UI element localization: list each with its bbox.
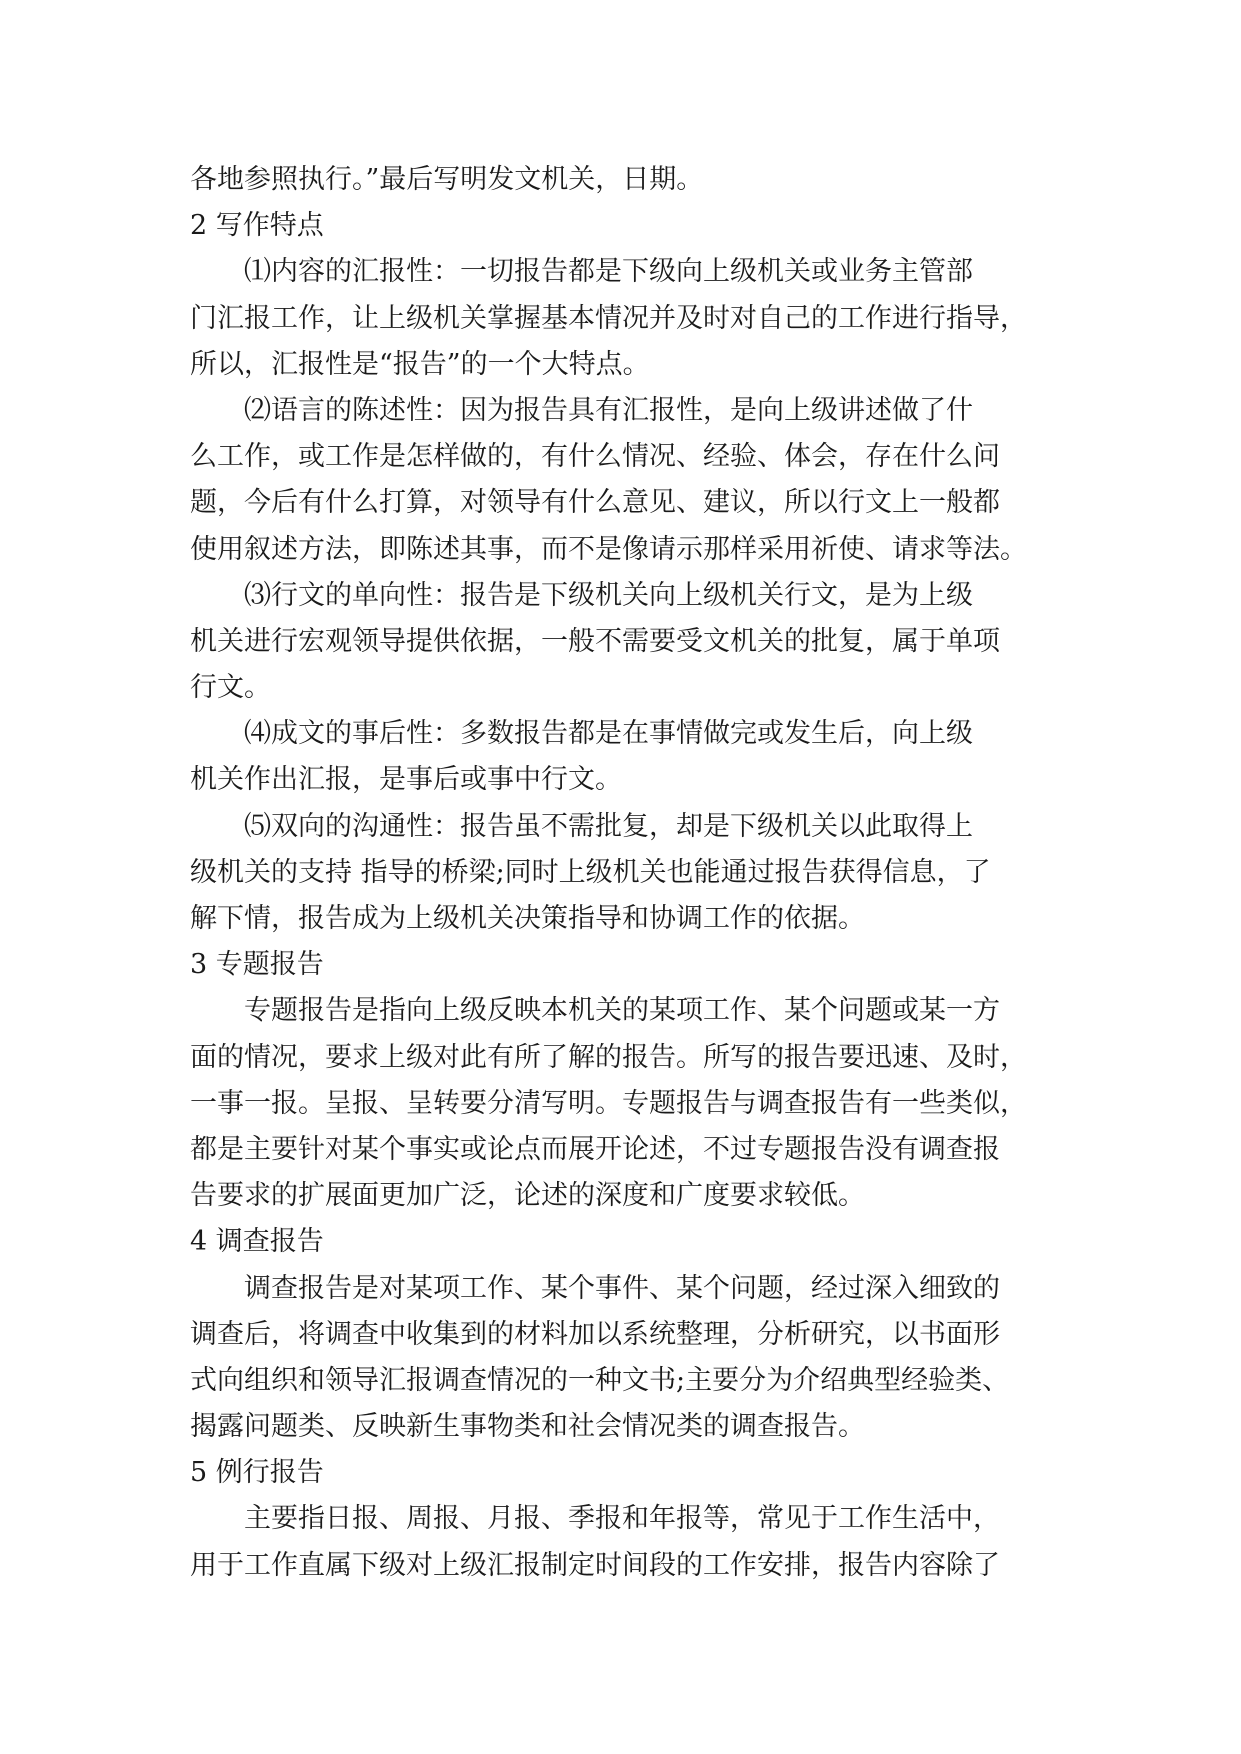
section-heading-special-report: 3 专题报告 [190,949,324,981]
text-line: ⑶行文的单向性：报告是下级机关向上级机关行文，是为上级 [244,579,973,611]
section-heading-investigation-report: 4 调查报告 [190,1226,324,1258]
text-line: 级机关的支持 指导的桥梁;同时上级机关也能通过报告获得信息，了 [190,856,991,888]
section-heading-writing-features: 2 写作特点 [190,210,324,242]
text-line: 面的情况，要求上级对此有所了解的报告。所写的报告要迅速、及时， [190,1041,1027,1073]
text-line: 都是主要针对某个事实或论点而展开论述，不过专题报告没有调查报 [190,1133,1000,1165]
text-line: 么工作，或工作是怎样做的，有什么情况、经验、体会，存在什么问 [190,441,1000,473]
text-line: ⑸双向的沟通性：报告虽不需批复，却是下级机关以此取得上 [244,810,973,842]
text-line: 主要指日报、周报、月报、季报和年报等，常见于工作生活中， [244,1503,1000,1535]
text-line: 门汇报工作，让上级机关掌握基本情况并及时对自己的工作进行指导， [190,302,1027,334]
body-text [190,157,1060,1589]
text-line: 题，今后有什么打算，对领导有什么意见、建议，所以行文上一般都 [190,487,1000,519]
text-line: 使用叙述方法，即陈述其事，而不是像请示那样采用祈使、请求等法。 [190,533,1027,565]
text-line: 机关进行宏观领导提供依据，一般不需要受文机关的批复，属于单项 [190,625,1000,657]
text-line: 揭露问题类、反映新生事物类和社会情况类的调查报告。 [190,1411,865,1443]
section-heading-routine-report: 5 例行报告 [190,1457,324,1489]
text-line: ⑴内容的汇报性：一切报告都是下级向上级机关或业务主管部 [244,256,973,288]
text-line: 告要求的扩展面更加广泛，论述的深度和广度要求较低。 [190,1180,865,1212]
text-line: 一事一报。呈报、呈转要分清写明。专题报告与调查报告有一些类似， [190,1087,1027,1119]
text-line: 机关作出汇报，是事后或事中行文。 [190,764,622,796]
text-line: ⑷成文的事后性：多数报告都是在事情做完或发生后，向上级 [244,718,973,750]
text-line: 调查报告是对某项工作、某个事件、某个问题，经过深入细致的 [244,1272,1000,1304]
text-line: 解下情，报告成为上级机关决策指导和协调工作的依据。 [190,903,865,934]
text-line: 式向组织和领导汇报调查情况的一种文书;主要分为介绍典型经验类、 [190,1364,1010,1396]
text-line: 所以，汇报性是“报告”的一个大特点。 [190,348,650,380]
text-line: 行文。 [190,672,271,704]
text-line: 专题报告是指向上级反映本机关的某项工作、某个问题或某一方 [244,995,1000,1027]
text-line: ⑵语言的陈述性：因为报告具有汇报性，是向上级讲述做了什 [244,394,973,426]
text-line: 调查后，将调查中收集到的材料加以系统整理，分析研究，以书面形 [190,1318,1000,1350]
text-line: 各地参照执行。”最后写明发文机关，日期。 [190,164,704,195]
text-line: 用于工作直属下级对上级汇报制定时间段的工作安排，报告内容除了 [190,1549,1000,1581]
